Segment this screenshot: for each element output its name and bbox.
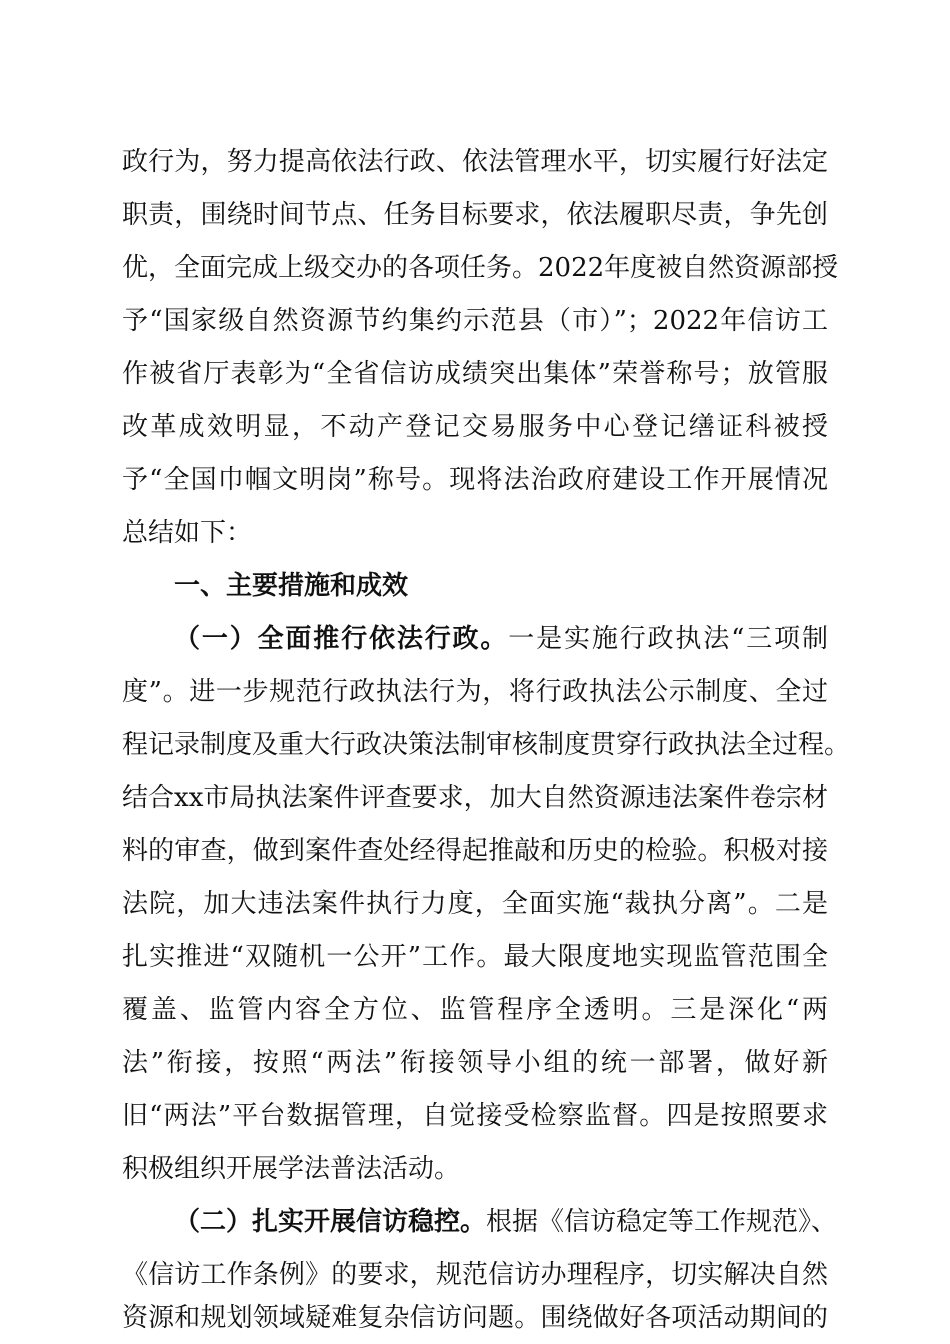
paragraph-line: 结合xx市局执法案件评查要求，加大自然资源违法案件卷宗材: [122, 783, 828, 813]
paragraph-line: 予“全国巾帼文明岗”称号。现将法治政府建设工作开展情况: [122, 465, 828, 495]
paragraph-line: 《信访工作条例》的要求，规范信访办理程序，切实解决自然: [122, 1260, 828, 1290]
paragraph-line: 政行为，努力提高依法行政、依法管理水平，切实履行好法定: [122, 147, 828, 177]
paragraph-line: 法院，加大违法案件执行力度，全面实施“裁执分离”。二是: [122, 889, 828, 919]
paragraph-line: 职责，围绕时间节点、任务目标要求，依法履职尽责，争先创: [122, 200, 828, 230]
paragraph-line: 作被省厅表彰为“全省信访成绩突出集体”荣誉称号；放管服: [122, 359, 828, 389]
item-first-line-text: 一是实施行政执法“三项制: [508, 624, 828, 654]
paragraph-line: 改革成效明显，不动产登记交易服务中心登记缮证科被授: [122, 412, 828, 442]
paragraph-line: 资源和规划领域疑难复杂信访问题。围绕做好各项活动期间的: [122, 1303, 828, 1333]
section-heading: 一、主要措施和成效: [174, 571, 409, 601]
item-title: （二）扎实开展信访稳控。: [174, 1207, 487, 1237]
paragraph-line: 旧“两法”平台数据管理，自觉接受检察监督。四是按照要求: [122, 1101, 828, 1131]
paragraph-line: 料的审查，做到案件查处经得起推敲和历史的检验。积极对接: [122, 836, 828, 866]
item-first-line: [174, 1200, 838, 1244]
paragraph-line: 程记录制度及重大行政决策法制审核制度贯穿行政执法全过程。: [122, 730, 851, 760]
paragraph-line: 覆盖、监管内容全方位、监管程序全透明。三是深化“两: [122, 995, 828, 1025]
item-first-line-text: 根据《信访稳定等工作规范》、: [486, 1207, 838, 1237]
paragraph-line: 法”衔接，按照“两法”衔接领导小组的统一部署，做好新: [122, 1048, 828, 1078]
paragraph-line: 优，全面完成上级交办的各项任务。2022年度被自然资源部授: [122, 253, 839, 283]
paragraph-line: 予“国家级自然资源节约集约示范县（市）”；2022年信访工: [122, 306, 828, 336]
paragraph-line: 积极组织开展学法普法活动。: [122, 1154, 461, 1184]
paragraph-line: 扎实推进“双随机一公开”工作。最大限度地实现监管范围全: [122, 942, 828, 972]
item-title: （一）全面推行依法行政。: [174, 624, 509, 654]
paragraph-line: 度”。进一步规范行政执法行为，将行政执法公示制度、全过: [122, 677, 828, 707]
paragraph-line: 总结如下：: [122, 518, 253, 548]
item-first-line: [174, 617, 828, 661]
